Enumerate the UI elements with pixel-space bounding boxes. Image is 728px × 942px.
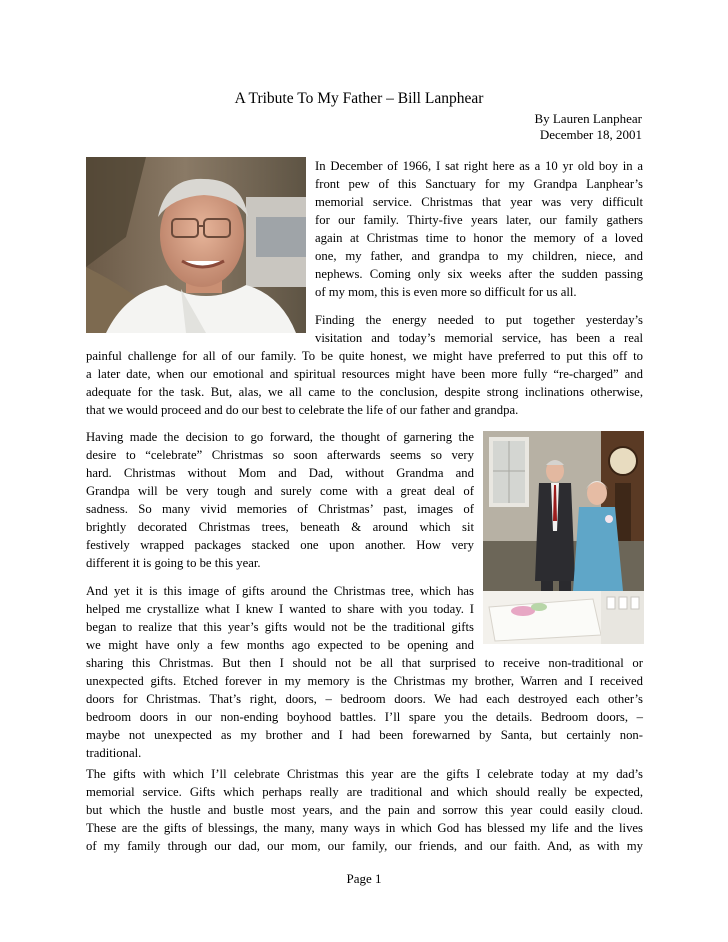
text-line: maybe not unexpected as my brother and I had been forewarned by Santa, but certainly non- [86, 728, 643, 742]
text-line: different it is going to be this year. [86, 556, 261, 570]
text-line: bedroom doors in our non-ending boyhood battles. I’ll spare you the details. Bedroom doors, – [86, 710, 643, 724]
text-line: of my family through our dad, our mom, our family, our friends, and our faith. And, as with my [86, 839, 643, 853]
text-line: desire to “celebrate” Christmas so soon afterwards seems so very [86, 448, 474, 462]
page-number: Page 1 [346, 871, 382, 886]
paragraph-4-narrow [86, 582, 474, 654]
text-line: memorial service. Christmas that year was very difficult [315, 195, 643, 209]
text-line: These are the gifts of blessings, the many, many ways in which God has blessed my life and the lives [86, 821, 643, 835]
paragraph-2-narrow [315, 311, 643, 347]
text-line: And yet it is this image of gifts around the Christmas tree, which has [86, 584, 474, 598]
text-line: In December of 1966, I sat right here as a 10 yr old boy in a [315, 159, 643, 173]
text-line: a later date, when our emotional and spiritual resources might have been more fully “re-charged” and [86, 367, 643, 381]
text-line: doors for Christmas. That’s right, doors, – bedroom doors. We had each destroyed each other’s [86, 692, 643, 706]
text-line: helped me crystallize what I knew I wanted to share with you today. I [86, 602, 474, 616]
document-title: A Tribute To My Father – Bill Lanphear [234, 90, 484, 107]
text-line: visitation and today’s memorial service, has been a real [315, 331, 643, 345]
author-byline: By Lauren Lanphear [534, 111, 642, 126]
text-line: painful challenge for all of our family. To be quite honest, we might have preferred to put this off to [86, 349, 643, 363]
text-line: festively wrapped packages stacked one upon another. How very [86, 538, 474, 552]
text-line: Grandpa will be very tough and surely come with a great deal of [86, 484, 474, 498]
text-line: sharing this Christmas. But then I should not be all that surprised to receive non-traditional or [86, 656, 643, 670]
text-line: unexpected gifts. Etched forever in my memory is the Christmas my brother, Warren and I received [86, 674, 643, 688]
text-line: nephews. Coming only six weeks after the sudden passing [315, 267, 643, 281]
paragraph-1 [315, 157, 643, 301]
text-line: one, my father, and grandpa to my children, niece, and [315, 249, 643, 263]
paragraph-3 [86, 428, 474, 572]
text-line: adequate for the task. But, alas, we all came to the conclusion, despite strong inclinations otherwise, [86, 385, 643, 399]
text-line: began to realize that this year’s gifts would not be the traditional gifts [86, 620, 474, 634]
text-line: traditional. [86, 746, 142, 760]
text-line: brightly decorated Christmas trees, beneath & around which sit [86, 520, 474, 534]
text-line: for our family. Thirty-five years later, our family gathers [315, 213, 643, 227]
text-line: of my mom, this is even more so difficult for us all. [315, 285, 577, 299]
text-line: that we would proceed and do our best to celebrate the life of our father and grandpa. [86, 403, 519, 417]
text-line: we might have only a few months ago expected to be opening and [86, 638, 474, 652]
paragraph-2-full [86, 347, 643, 419]
text-line: The gifts with which I’ll celebrate Christmas this year are the gifts I celebrate today at my dad’s [86, 767, 643, 781]
couple-photo [483, 431, 644, 644]
text-line: front pew of this Sanctuary for my Grandpa Lanphear’s [315, 177, 643, 191]
document-date: December 18, 2001 [539, 127, 642, 142]
paragraph-4-full [86, 654, 643, 762]
text-line: hard. Christmas without Mom and Dad, without Grandma and [86, 466, 474, 480]
portrait-photo [86, 157, 306, 333]
text-line: sadness. So many vivid memories of Christmas’ past, images of [86, 502, 474, 516]
text-line: Having made the decision to go forward, the thought of garnering the [86, 430, 474, 444]
text-line: memorial service. Gifts which perhaps really are traditional and which should really be expected, [86, 785, 643, 799]
text-line: Finding the energy needed to put together yesterday’s [315, 313, 643, 327]
text-line: but which the hustle and bustle most years, and the pain and sorrow this year could easily cloud. [86, 803, 643, 817]
text-line: again at Christmas time to honor the memory of a loved [315, 231, 643, 245]
paragraph-5 [86, 765, 643, 855]
